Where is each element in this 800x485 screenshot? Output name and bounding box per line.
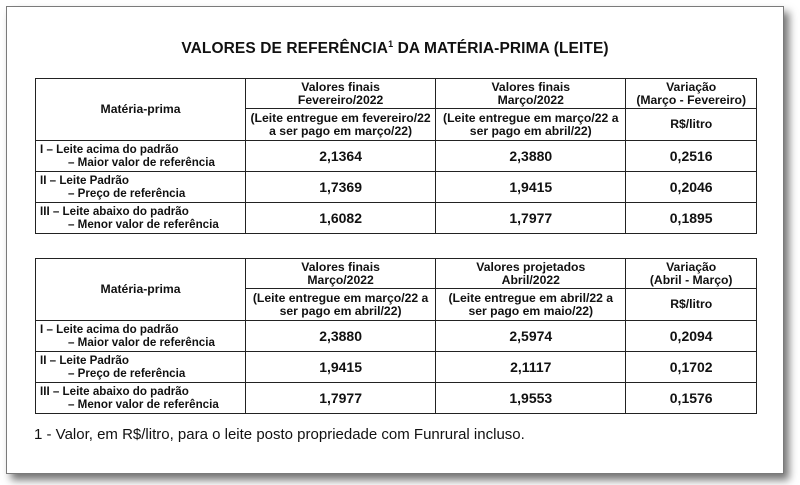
header-col-b: Valores finais Março/2022 — [436, 79, 626, 109]
header-col-c-unit: R$/litro — [626, 109, 757, 141]
header-col-c-unit: R$/litro — [626, 289, 757, 321]
value-cell: 0,1895 — [626, 203, 757, 234]
row-label: I – Leite acima do padrão – Maior valor de referência — [36, 321, 246, 352]
table-row — [36, 172, 757, 203]
reference-table-feb-mar — [35, 78, 757, 234]
value-cell: 2,1364 — [246, 141, 436, 172]
header-materia-prima: Matéria-prima — [36, 259, 246, 321]
value-cell: 1,7977 — [436, 203, 626, 234]
header-col-a-note: (Leite entregue em março/22 a ser pago em abril/22) — [246, 289, 436, 321]
header-col-b: Valores projetados Abril/2022 — [436, 259, 626, 289]
value-cell: 0,1702 — [626, 352, 757, 383]
row-label: I – Leite acima do padrão – Maior valor de referência — [36, 141, 246, 172]
table-row — [36, 141, 757, 172]
value-cell: 1,9415 — [246, 352, 436, 383]
value-cell: 0,2516 — [626, 141, 757, 172]
reference-table-mar-apr — [35, 258, 757, 414]
header-col-c: Variação (Março - Fevereiro) — [626, 79, 757, 109]
table-row — [36, 321, 757, 352]
header-col-a: Valores finais Março/2022 — [246, 259, 436, 289]
value-cell: 1,6082 — [246, 203, 436, 234]
header-col-b-note: (Leite entregue em março/22 a ser pago em abril/22) — [436, 109, 626, 141]
row-label: III – Leite abaixo do padrão – Menor valor de referência — [36, 383, 246, 414]
value-cell: 1,9553 — [436, 383, 626, 414]
value-cell: 2,5974 — [436, 321, 626, 352]
header-materia-prima: Matéria-prima — [36, 79, 246, 141]
header-col-a: Valores finais Fevereiro/2022 — [246, 79, 436, 109]
value-cell: 0,2094 — [626, 321, 757, 352]
row-label: II – Leite Padrão – Preço de referência — [36, 352, 246, 383]
title-superscript: 1 — [388, 39, 394, 49]
header-col-c: Variação (Abril - Março) — [626, 259, 757, 289]
header-col-a-note: (Leite entregue em fevereiro/22 a ser pago em março/22) — [246, 109, 436, 141]
header-col-b-note: (Leite entregue em abril/22 a ser pago em maio/22) — [436, 289, 626, 321]
footnote: 1 - Valor, em R$/litro, para o leite posto propriedade com Funrural incluso. — [34, 426, 525, 443]
table-row — [36, 203, 757, 234]
value-cell: 1,7369 — [246, 172, 436, 203]
document-frame — [6, 6, 784, 474]
value-cell: 0,1576 — [626, 383, 757, 414]
table-row — [36, 383, 757, 414]
document-title: VALORES DE REFERÊNCIA$^1$ DA MATÉRIA-PRIMA (LEITE) — [181, 39, 609, 57]
value-cell: 1,7977 — [246, 383, 436, 414]
table-row — [36, 352, 757, 383]
value-cell: 2,3880 — [436, 141, 626, 172]
row-label: III – Leite abaixo do padrão – Menor valor de referência — [36, 203, 246, 234]
row-label: II – Leite Padrão – Preço de referência — [36, 172, 246, 203]
value-cell: 0,2046 — [626, 172, 757, 203]
value-cell: 2,3880 — [246, 321, 436, 352]
value-cell: 1,9415 — [436, 172, 626, 203]
value-cell: 2,1117 — [436, 352, 626, 383]
